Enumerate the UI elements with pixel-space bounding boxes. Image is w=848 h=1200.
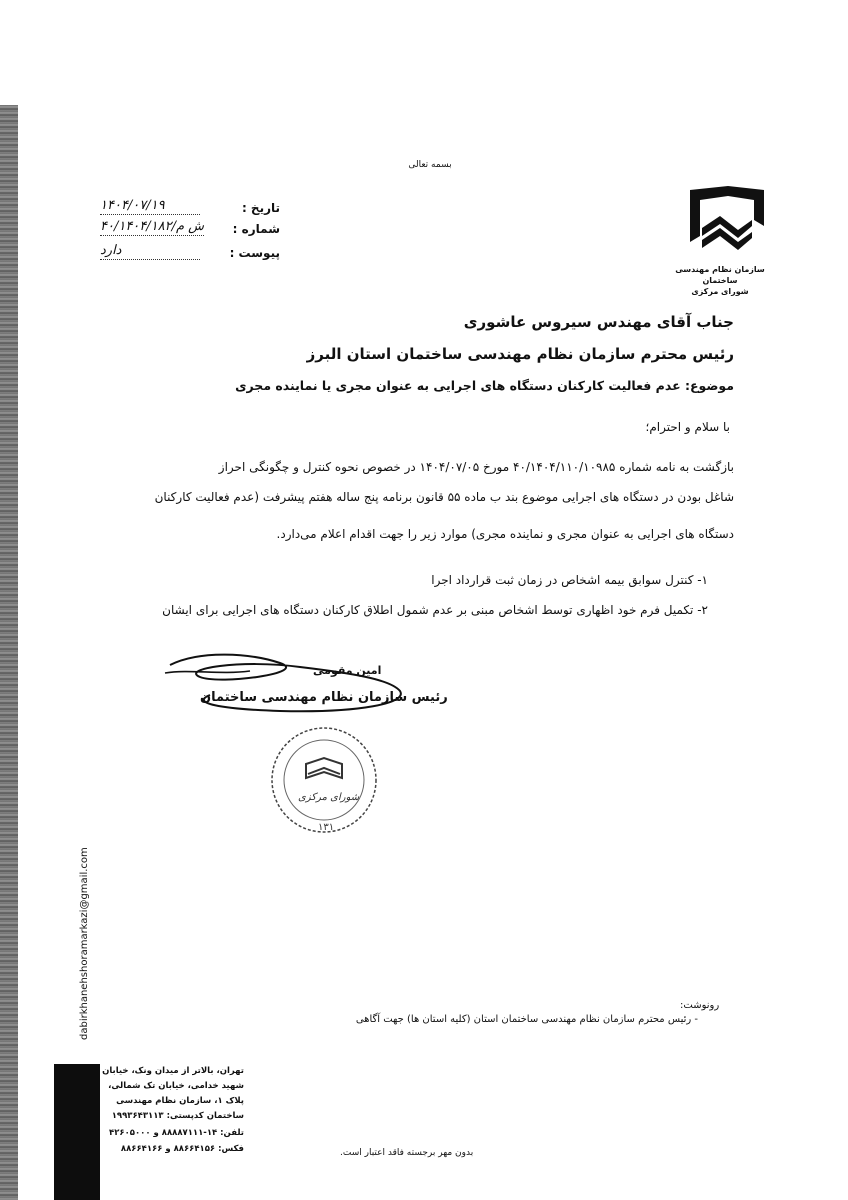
logo-caption-line1: سازمان نظام مهندسی ساختمان <box>675 265 765 285</box>
body-line-2: شاغل بودن در دستگاه های اجرایی موضوع بند ب ماده ۵۵ قانون برنامه پنج ساله هفتم پیشرفت (عدم فعالیت کارکنان <box>154 490 734 504</box>
signatory-title: رئیس سازمان نظام مهندسی ساختمان <box>200 690 448 705</box>
cc-label: رونوشت: <box>680 1000 720 1011</box>
organization-logo <box>688 186 766 254</box>
address-line-2: شهید خدامی، خیابان تک شمالی، <box>108 1081 244 1091</box>
greeting: با سلام و احترام؛ <box>645 420 730 434</box>
stamp-number: ۱۳۱ <box>318 822 335 833</box>
body-line-3: دستگاه های اجرایی به عنوان مجری و نماینده مجری) موارد زیر را جهت اقدام اعلام می‌دارد. <box>276 527 734 541</box>
address-line-3: پلاک ۱، سازمان نظام مهندسی <box>116 1096 244 1106</box>
letter-subject: موضوع: عدم فعالیت کارکنان دستگاه های اجرایی به عنوان مجری یا نماینده مجری <box>235 378 734 393</box>
address-line-4: ساختمان کدپستی: ۱۹۹۳۶۴۳۱۱۳ <box>111 1111 244 1121</box>
list-item-1: ۱- کنترل سوابق بیمه اشخاص در زمان ثبت قرارداد اجرا <box>431 573 708 587</box>
side-email: dabirkhanehshoramarkazi@gmail.com <box>79 847 90 1040</box>
number-row <box>100 216 280 236</box>
logo-caption-line2: شورای مرکزی <box>691 287 749 296</box>
scan-edge <box>0 105 18 1200</box>
attachment-value: دارد <box>100 243 200 260</box>
date-row <box>100 195 280 215</box>
cc-text: - رئیس محترم سازمان نظام مهندسی ساختمان استان (کلیه استان ها) جهت آگاهی <box>355 1014 698 1025</box>
address-line-5: تلفن: ۱۴-۸۸۸۸۷۱۱۱ و ۴۲۶۰۵۰۰۰ <box>109 1128 244 1138</box>
stamp-text: شورای مرکزی <box>298 792 360 803</box>
addressee-name: جناب آقای مهندس سیروس عاشوری <box>463 313 734 331</box>
footer-note: بدون مهر برجسته فاقد اعتبار است. <box>340 1148 474 1158</box>
address-line-6: فکس: ۸۸۶۶۴۱۵۶ و ۸۸۶۶۴۱۶۶ <box>120 1144 244 1154</box>
footer-black-bar <box>54 1064 100 1200</box>
basmala: بسمه تعالی <box>408 160 452 170</box>
signatory-name: امین مقومی <box>313 664 382 677</box>
body-line-1: بازگشت به نامه شماره ۴۰/۱۴۰۴/۱۱۰/۱۰۹۸۵ مورخ ۱۴۰۴/۰۷/۰۵ در خصوص نحوه کنترل و چگونگی احراز <box>218 460 734 474</box>
date-label: تاریخ : <box>241 201 280 215</box>
logo-caption <box>670 264 770 297</box>
attachment-row <box>100 240 280 260</box>
number-label: شماره : <box>232 222 280 236</box>
number-value: ۴۰/۱۴۰۴/۱۸۲/ش م <box>100 219 205 234</box>
addressee-title: رئیس محترم سازمان نظام مهندسی ساختمان استان البرز <box>306 345 734 363</box>
handwritten-signature <box>160 645 410 720</box>
attachment-label: پیوست : <box>229 246 280 260</box>
date-value: ۱۴۰۴/۰۷/۱۹ <box>100 198 200 215</box>
address-line-1: تهران، بالاتر از میدان ونک، خیابان <box>102 1066 244 1076</box>
list-item-2: ۲- تکمیل فرم خود اظهاری توسط اشخاص مبنی بر عدم شمول اطلاق کارکنان دستگاه های اجرایی برای ایشان <box>162 603 708 617</box>
